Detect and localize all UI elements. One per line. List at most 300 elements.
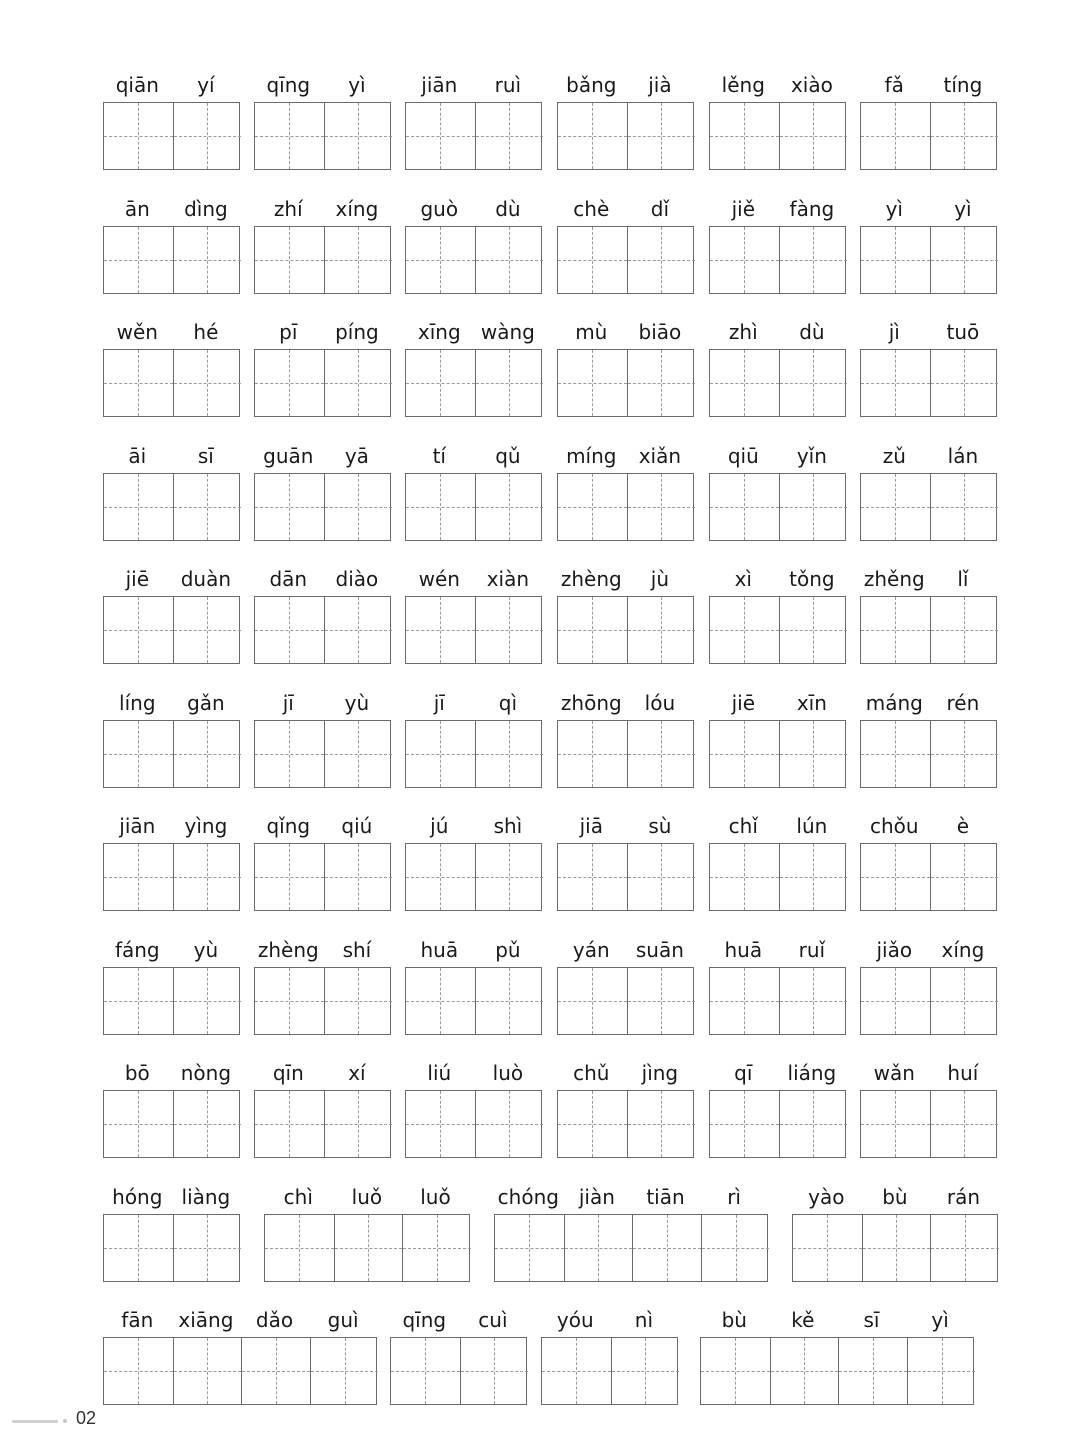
- tianzige-cell[interactable]: [406, 597, 475, 663]
- tianzige-cell[interactable]: [779, 844, 848, 910]
- tianzige-cell[interactable]: [406, 968, 475, 1034]
- tianzige-cell[interactable]: [710, 721, 779, 787]
- pinyin-syllable: ruì: [494, 73, 522, 97]
- tianzige-cell[interactable]: [391, 1338, 460, 1404]
- tianzige-cell[interactable]: [324, 227, 393, 293]
- pinyin-syllable: chǒu: [870, 814, 919, 838]
- tianzige-cell[interactable]: [930, 350, 999, 416]
- tianzige-cell[interactable]: [104, 597, 173, 663]
- tianzige-cell[interactable]: [627, 227, 696, 293]
- pinyin-syllable: ān: [124, 197, 150, 221]
- pinyin-row: [557, 809, 694, 843]
- pinyin-syllable: tiān: [646, 1185, 685, 1209]
- pinyin-syllable: dǐ: [650, 197, 670, 221]
- pinyin-row: [103, 1303, 377, 1337]
- cell-horizontal-guide: [710, 1124, 779, 1125]
- writing-grid: [860, 102, 997, 170]
- tianzige-cell[interactable]: [701, 1338, 770, 1404]
- word-group: [709, 439, 846, 541]
- word-group: [860, 439, 997, 541]
- word-group: [860, 1056, 997, 1158]
- tianzige-cell[interactable]: [627, 474, 696, 540]
- tianzige-cell[interactable]: [861, 968, 930, 1034]
- tianzige-cell[interactable]: [627, 844, 696, 910]
- word-group: [103, 315, 240, 417]
- pinyin-syllable: dù: [495, 197, 521, 221]
- tianzige-cell[interactable]: [173, 103, 242, 169]
- tianzige-cell[interactable]: [104, 721, 173, 787]
- tianzige-cell[interactable]: [710, 597, 779, 663]
- writing-grid: [103, 967, 240, 1035]
- pinyin-row: [254, 933, 391, 967]
- pinyin-row: [557, 192, 694, 226]
- pinyin-syllable: qiú: [341, 814, 373, 838]
- pinyin-syllable: dān: [269, 567, 308, 591]
- tianzige-cell[interactable]: [779, 1091, 848, 1157]
- writing-grid: [557, 596, 694, 664]
- footer-decoration-bar: [12, 1420, 58, 1423]
- tianzige-cell[interactable]: [255, 721, 324, 787]
- cell-horizontal-guide: [780, 877, 848, 878]
- cell-horizontal-guide: [476, 877, 544, 878]
- pinyin-row: [103, 1180, 240, 1214]
- tianzige-cell[interactable]: [104, 844, 173, 910]
- word-group: [700, 1303, 974, 1405]
- tianzige-cell[interactable]: [564, 1215, 633, 1281]
- tianzige-cell[interactable]: [779, 474, 848, 540]
- tianzige-cell[interactable]: [710, 103, 779, 169]
- pinyin-syllable: yào: [808, 1185, 845, 1209]
- cell-horizontal-guide: [628, 877, 696, 878]
- writing-grid: [557, 102, 694, 170]
- cell-horizontal-guide: [255, 260, 324, 261]
- tianzige-cell[interactable]: [779, 968, 848, 1034]
- writing-grid: [709, 967, 846, 1035]
- pinyin-row: [103, 686, 240, 720]
- tianzige-cell[interactable]: [558, 597, 627, 663]
- tianzige-cell[interactable]: [173, 968, 242, 1034]
- pinyin-syllable: zhōng: [560, 691, 622, 715]
- pinyin-syllable: xì: [734, 567, 752, 591]
- word-group: [557, 192, 694, 294]
- cell-horizontal-guide: [461, 1371, 529, 1372]
- pinyin-syllable: guì: [327, 1308, 359, 1332]
- cell-horizontal-guide: [104, 383, 173, 384]
- cell-horizontal-guide: [476, 260, 544, 261]
- writing-grid: [860, 596, 997, 664]
- tianzige-cell[interactable]: [173, 1215, 242, 1281]
- tianzige-cell[interactable]: [710, 227, 779, 293]
- writing-grid: [405, 349, 542, 417]
- cell-horizontal-guide: [174, 1248, 242, 1249]
- pinyin-syllable: hóng: [112, 1185, 163, 1209]
- tianzige-cell[interactable]: [475, 968, 544, 1034]
- cell-horizontal-guide: [628, 754, 696, 755]
- tianzige-cell[interactable]: [173, 227, 242, 293]
- cell-horizontal-guide: [104, 507, 173, 508]
- pinyin-syllable: liáng: [787, 1061, 837, 1085]
- tianzige-cell[interactable]: [475, 597, 544, 663]
- tianzige-cell[interactable]: [779, 227, 848, 293]
- tianzige-cell[interactable]: [627, 103, 696, 169]
- tianzige-cell[interactable]: [324, 844, 393, 910]
- pinyin-row: [103, 562, 240, 596]
- cell-horizontal-guide: [403, 1248, 471, 1249]
- tianzige-cell[interactable]: [173, 844, 242, 910]
- cell-horizontal-guide: [104, 1124, 173, 1125]
- tianzige-cell[interactable]: [558, 844, 627, 910]
- tianzige-cell[interactable]: [406, 227, 475, 293]
- pinyin-row: [254, 1056, 391, 1090]
- tianzige-cell[interactable]: [779, 350, 848, 416]
- writing-grid: [405, 720, 542, 788]
- cell-horizontal-guide: [311, 1371, 379, 1372]
- cell-horizontal-guide: [710, 136, 779, 137]
- cell-horizontal-guide: [710, 383, 779, 384]
- tianzige-cell[interactable]: [930, 721, 999, 787]
- tianzige-cell[interactable]: [558, 1091, 627, 1157]
- pinyin-syllable: jiān: [421, 73, 458, 97]
- pinyin-syllable: tíng: [943, 73, 983, 97]
- word-group: [494, 1180, 768, 1282]
- cell-horizontal-guide: [104, 877, 173, 878]
- tianzige-cell[interactable]: [627, 597, 696, 663]
- word-group: [860, 809, 997, 911]
- word-group: [405, 439, 542, 541]
- tianzige-cell[interactable]: [710, 474, 779, 540]
- writing-grid: [557, 843, 694, 911]
- pinyin-row: [860, 933, 997, 967]
- cell-horizontal-guide: [104, 1371, 173, 1372]
- tianzige-cell[interactable]: [475, 227, 544, 293]
- pinyin-syllable: lǐ: [957, 567, 969, 591]
- footer-decoration-dot: [63, 1419, 67, 1423]
- tianzige-cell[interactable]: [324, 721, 393, 787]
- cell-horizontal-guide: [325, 507, 393, 508]
- tianzige-cell[interactable]: [104, 1338, 173, 1404]
- tianzige-cell[interactable]: [710, 968, 779, 1034]
- cell-horizontal-guide: [701, 1371, 770, 1372]
- pinyin-syllable: zhí: [273, 197, 303, 221]
- tianzige-cell[interactable]: [838, 1338, 907, 1404]
- tianzige-cell[interactable]: [406, 350, 475, 416]
- tianzige-cell[interactable]: [255, 968, 324, 1034]
- cell-horizontal-guide: [476, 630, 544, 631]
- cell-horizontal-guide: [710, 754, 779, 755]
- tianzige-cell[interactable]: [793, 1215, 862, 1281]
- writing-grid: [860, 967, 997, 1035]
- writing-grid: [557, 1090, 694, 1158]
- word-group: [103, 192, 240, 294]
- tianzige-cell[interactable]: [173, 1338, 242, 1404]
- tianzige-cell[interactable]: [241, 1338, 310, 1404]
- cell-horizontal-guide: [255, 1001, 324, 1002]
- tianzige-cell[interactable]: [930, 227, 999, 293]
- tianzige-cell[interactable]: [861, 597, 930, 663]
- cell-horizontal-guide: [174, 507, 242, 508]
- writing-grid: [860, 843, 997, 911]
- tianzige-cell[interactable]: [475, 1091, 544, 1157]
- pinyin-syllable: bù: [882, 1185, 908, 1209]
- tianzige-cell[interactable]: [324, 597, 393, 663]
- tianzige-cell[interactable]: [173, 721, 242, 787]
- tianzige-cell[interactable]: [406, 721, 475, 787]
- pinyin-row: [557, 315, 694, 349]
- tianzige-cell[interactable]: [402, 1215, 471, 1281]
- cell-horizontal-guide: [793, 1248, 862, 1249]
- tianzige-cell[interactable]: [627, 721, 696, 787]
- pinyin-syllable: yì: [931, 1308, 949, 1332]
- writing-grid: [405, 1090, 542, 1158]
- tianzige-cell[interactable]: [779, 103, 848, 169]
- writing-grid: [557, 349, 694, 417]
- pinyin-row: [103, 439, 240, 473]
- pinyin-row: [254, 562, 391, 596]
- tianzige-cell[interactable]: [930, 474, 999, 540]
- tianzige-cell[interactable]: [406, 474, 475, 540]
- pinyin-syllable: shì: [493, 814, 523, 838]
- cell-horizontal-guide: [406, 1124, 475, 1125]
- word-group: [103, 933, 240, 1035]
- tianzige-cell[interactable]: [324, 103, 393, 169]
- tianzige-cell[interactable]: [558, 721, 627, 787]
- cell-horizontal-guide: [628, 260, 696, 261]
- pinyin-row: [103, 933, 240, 967]
- tianzige-cell[interactable]: [930, 597, 999, 663]
- word-group: [709, 315, 846, 417]
- cell-horizontal-guide: [558, 383, 627, 384]
- tianzige-cell[interactable]: [475, 474, 544, 540]
- word-group: [103, 68, 240, 170]
- tianzige-cell[interactable]: [255, 103, 324, 169]
- tianzige-cell[interactable]: [255, 597, 324, 663]
- pinyin-syllable: jiān: [119, 814, 156, 838]
- cell-horizontal-guide: [931, 754, 999, 755]
- cell-horizontal-guide: [174, 1124, 242, 1125]
- tianzige-cell[interactable]: [701, 1215, 770, 1281]
- tianzige-cell[interactable]: [104, 1091, 173, 1157]
- tianzige-cell[interactable]: [861, 350, 930, 416]
- word-group: [860, 192, 997, 294]
- writing-grid: [709, 473, 846, 541]
- tianzige-cell[interactable]: [779, 597, 848, 663]
- tianzige-cell[interactable]: [406, 1091, 475, 1157]
- pinyin-syllable: zhì: [728, 320, 758, 344]
- tianzige-cell[interactable]: [558, 103, 627, 169]
- word-group: [254, 562, 391, 664]
- pinyin-syllable: qiū: [727, 444, 759, 468]
- tianzige-cell[interactable]: [406, 103, 475, 169]
- pinyin-syllable: líng: [119, 691, 156, 715]
- tianzige-cell[interactable]: [104, 474, 173, 540]
- writing-grid: [541, 1337, 678, 1405]
- tianzige-cell[interactable]: [542, 1338, 611, 1404]
- pinyin-syllable: è: [956, 814, 970, 838]
- tianzige-cell[interactable]: [460, 1338, 529, 1404]
- cell-horizontal-guide: [174, 383, 242, 384]
- tianzige-cell[interactable]: [324, 474, 393, 540]
- cell-horizontal-guide: [174, 630, 242, 631]
- writing-grid: [557, 720, 694, 788]
- tianzige-cell[interactable]: [930, 968, 999, 1034]
- cell-horizontal-guide: [104, 136, 173, 137]
- tianzige-cell[interactable]: [104, 103, 173, 169]
- tianzige-cell[interactable]: [104, 1215, 173, 1281]
- pinyin-row: [264, 1180, 470, 1214]
- tianzige-cell[interactable]: [324, 1091, 393, 1157]
- pinyin-syllable: shí: [342, 938, 372, 962]
- pinyin-syllable: chì: [283, 1185, 313, 1209]
- word-group: [792, 1180, 998, 1282]
- pinyin-syllable: biāo: [638, 320, 682, 344]
- cell-horizontal-guide: [565, 1248, 633, 1249]
- pinyin-syllable: xíng: [335, 197, 379, 221]
- tianzige-cell[interactable]: [930, 1215, 999, 1281]
- tianzige-cell[interactable]: [930, 103, 999, 169]
- cell-horizontal-guide: [406, 136, 475, 137]
- tianzige-cell[interactable]: [779, 721, 848, 787]
- word-group: [254, 933, 391, 1035]
- pinyin-syllable: chǐ: [728, 814, 758, 838]
- tianzige-cell[interactable]: [255, 844, 324, 910]
- tianzige-cell[interactable]: [475, 844, 544, 910]
- pinyin-row: [557, 562, 694, 596]
- pinyin-syllable: tuō: [946, 320, 980, 344]
- word-group: [254, 68, 391, 170]
- tianzige-cell[interactable]: [324, 968, 393, 1034]
- word-group: [103, 439, 240, 541]
- tianzige-cell[interactable]: [173, 1091, 242, 1157]
- pinyin-syllable: āi: [128, 444, 147, 468]
- tianzige-cell[interactable]: [627, 1091, 696, 1157]
- tianzige-cell[interactable]: [475, 103, 544, 169]
- writing-grid: [405, 596, 542, 664]
- word-group: [709, 686, 846, 788]
- pinyin-row: [254, 809, 391, 843]
- word-group: [405, 1056, 542, 1158]
- tianzige-cell[interactable]: [495, 1215, 564, 1281]
- tianzige-cell[interactable]: [255, 227, 324, 293]
- cell-horizontal-guide: [174, 1001, 242, 1002]
- tianzige-cell[interactable]: [861, 1091, 930, 1157]
- tianzige-cell[interactable]: [173, 474, 242, 540]
- pinyin-syllable: sī: [863, 1308, 880, 1332]
- tianzige-cell[interactable]: [324, 350, 393, 416]
- tianzige-cell[interactable]: [770, 1338, 839, 1404]
- pinyin-syllable: sù: [648, 814, 672, 838]
- writing-grid: [860, 349, 997, 417]
- cell-horizontal-guide: [861, 1001, 930, 1002]
- tianzige-cell[interactable]: [475, 721, 544, 787]
- writing-grid: [792, 1214, 998, 1282]
- tianzige-cell[interactable]: [861, 474, 930, 540]
- tianzige-cell[interactable]: [255, 474, 324, 540]
- writing-grid: [557, 473, 694, 541]
- cell-horizontal-guide: [255, 754, 324, 755]
- tianzige-cell[interactable]: [632, 1215, 701, 1281]
- pinyin-syllable: qīng: [402, 1308, 447, 1332]
- pinyin-row: [709, 933, 846, 967]
- cell-horizontal-guide: [710, 507, 779, 508]
- tianzige-cell[interactable]: [475, 350, 544, 416]
- tianzige-cell[interactable]: [104, 350, 173, 416]
- tianzige-cell[interactable]: [255, 350, 324, 416]
- cell-horizontal-guide: [558, 630, 627, 631]
- cell-horizontal-guide: [780, 260, 848, 261]
- cell-horizontal-guide: [931, 1248, 999, 1249]
- tianzige-cell[interactable]: [861, 103, 930, 169]
- tianzige-cell[interactable]: [173, 350, 242, 416]
- word-group: [405, 809, 542, 911]
- pinyin-row: [254, 68, 391, 102]
- tianzige-cell[interactable]: [611, 1338, 680, 1404]
- pinyin-syllable: qì: [498, 691, 518, 715]
- tianzige-cell[interactable]: [310, 1338, 379, 1404]
- tianzige-cell[interactable]: [627, 968, 696, 1034]
- pinyin-syllable: guān: [263, 444, 314, 468]
- cell-horizontal-guide: [628, 1124, 696, 1125]
- pinyin-syllable: wěn: [116, 320, 158, 344]
- cell-horizontal-guide: [174, 877, 242, 878]
- writing-grid: [405, 843, 542, 911]
- tianzige-cell[interactable]: [334, 1215, 403, 1281]
- tianzige-cell[interactable]: [861, 721, 930, 787]
- tianzige-cell[interactable]: [627, 350, 696, 416]
- cell-horizontal-guide: [495, 1248, 564, 1249]
- cell-horizontal-guide: [325, 383, 393, 384]
- tianzige-cell[interactable]: [255, 1091, 324, 1157]
- pinyin-syllable: bō: [124, 1061, 150, 1085]
- tianzige-cell[interactable]: [173, 597, 242, 663]
- pinyin-syllable: jiě: [731, 197, 755, 221]
- tianzige-cell[interactable]: [861, 227, 930, 293]
- writing-grid: [709, 349, 846, 417]
- tianzige-cell[interactable]: [861, 844, 930, 910]
- tianzige-cell[interactable]: [406, 844, 475, 910]
- tianzige-cell[interactable]: [104, 227, 173, 293]
- tianzige-cell[interactable]: [558, 350, 627, 416]
- tianzige-cell[interactable]: [710, 350, 779, 416]
- cell-horizontal-guide: [771, 1371, 839, 1372]
- cell-horizontal-guide: [104, 1001, 173, 1002]
- tianzige-cell[interactable]: [930, 1091, 999, 1157]
- tianzige-cell[interactable]: [558, 474, 627, 540]
- writing-grid: [405, 226, 542, 294]
- tianzige-cell[interactable]: [104, 968, 173, 1034]
- pinyin-syllable: nì: [634, 1308, 653, 1332]
- tianzige-cell[interactable]: [930, 844, 999, 910]
- pinyin-syllable: qīn: [272, 1061, 304, 1085]
- cell-horizontal-guide: [558, 1124, 627, 1125]
- tianzige-cell[interactable]: [710, 844, 779, 910]
- word-group: [860, 68, 997, 170]
- tianzige-cell[interactable]: [710, 1091, 779, 1157]
- cell-horizontal-guide: [633, 1248, 701, 1249]
- pinyin-syllable: píng: [335, 320, 379, 344]
- cell-horizontal-guide: [861, 1124, 930, 1125]
- cell-horizontal-guide: [255, 383, 324, 384]
- writing-grid: [860, 226, 997, 294]
- tianzige-cell[interactable]: [558, 227, 627, 293]
- cell-horizontal-guide: [325, 1001, 393, 1002]
- pinyin-syllable: xiàn: [486, 567, 530, 591]
- tianzige-cell[interactable]: [558, 968, 627, 1034]
- pinyin-syllable: qī: [734, 1061, 753, 1085]
- tianzige-cell[interactable]: [862, 1215, 931, 1281]
- cell-horizontal-guide: [255, 136, 324, 137]
- tianzige-cell[interactable]: [907, 1338, 976, 1404]
- tianzige-cell[interactable]: [265, 1215, 334, 1281]
